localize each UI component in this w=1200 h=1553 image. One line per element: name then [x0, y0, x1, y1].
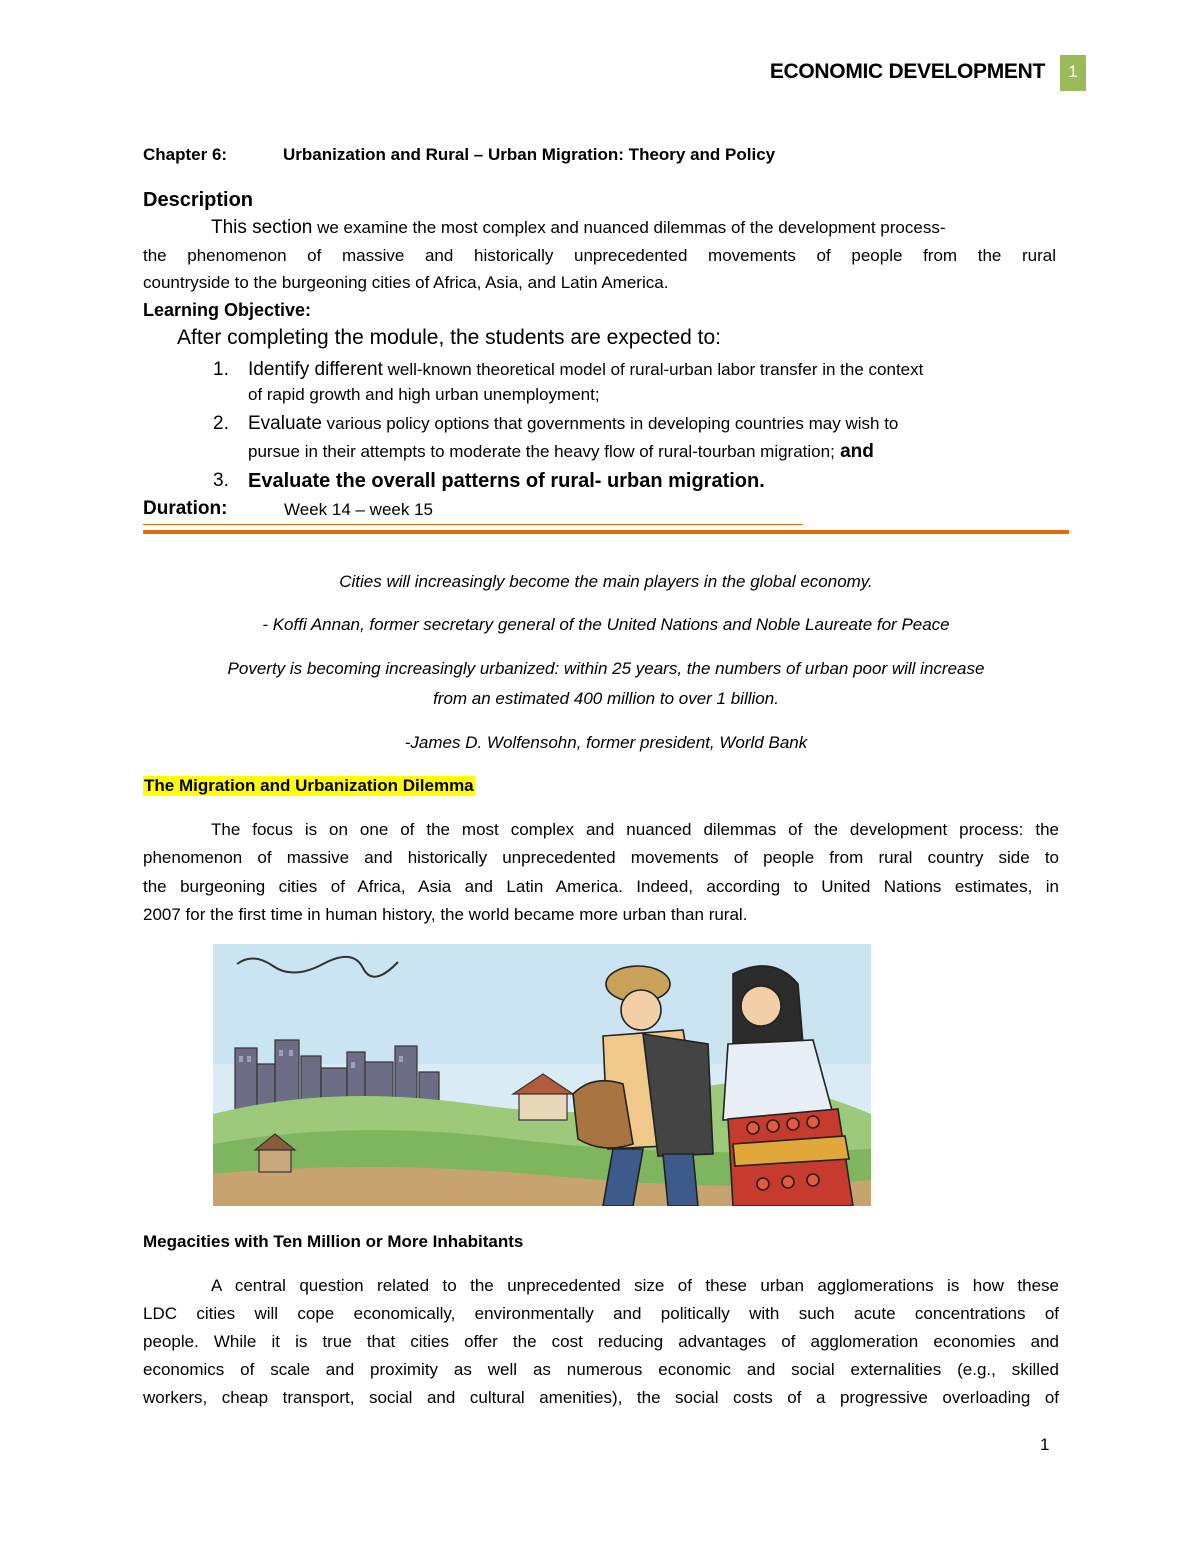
learning-objective-heading: Learning Objective: [143, 300, 312, 320]
section-rule-thin [143, 524, 803, 525]
section-heading-highlighted: The Migration and Urbanization Dilemma [144, 776, 474, 795]
objective-number: 2. [213, 413, 229, 434]
quote-attribution: -James D. Wolfensohn, former president, World Bank [404, 733, 808, 752]
paragraph-text: The focus is on one of the most complex and nuanced dilemmas of the development process: the [211, 820, 1059, 839]
objective-lead: Identify different [248, 359, 383, 380]
paragraph-line [143, 1276, 1059, 1296]
paragraph-text: A central question related to the unprecedented size of these urban agglomerations is how these [211, 1276, 1059, 1295]
description-heading: Description [143, 189, 254, 211]
chapter-title: Urbanization and Rural – Urban Migration: Theory and Policy [283, 145, 776, 164]
objective-line [248, 359, 923, 381]
description-text: we examine the most complex and nuanced dilemmas of the development process- [312, 218, 946, 237]
section-heading: Megacities with Ten Million or More Inhabitants [143, 1232, 524, 1251]
quote-text: Poverty is becoming increasingly urbanized: within 25 years, the numbers of urban poor will increase [227, 659, 985, 678]
paragraph-line: 2007 for the first time in human history, the world became more urban than rural. [143, 905, 748, 924]
objective-line: of rapid growth and high urban unemployment; [248, 385, 600, 404]
paragraph-line: phenomenon of massive and historically unprecedented movements of people from rural country side to [143, 848, 1059, 867]
quote-attribution: - Koffi Annan, former secretary general of the United Nations and Noble Laureate for Peace [262, 615, 950, 634]
objective-text: well-known theoretical model of rural-urban labor transfer in the context [382, 360, 924, 379]
paragraph-line: people. While it is true that cities offer the cost reducing advantages of agglomeration economies and [143, 1332, 1059, 1351]
learning-objective-intro: After completing the module, the students are expected to: [177, 326, 721, 349]
description-lead: This section [211, 217, 313, 238]
objective-line: Evaluate the overall patterns of rural- urban migration. [248, 470, 765, 492]
objective-conjunction: and [834, 441, 874, 462]
paragraph-line: workers, cheap transport, social and cultural amenities), the social costs of a progressive overloading of [143, 1388, 1059, 1407]
chapter-label: Chapter 6: [143, 145, 228, 164]
paragraph-line: the burgeoning cities of Africa, Asia and Latin America. Indeed, according to United Nations estimates, in [143, 877, 1059, 896]
objective-number: 3. [213, 470, 229, 491]
paragraph-line: LDC cities will cope economically, environmentally and politically with such acute concentrations of [143, 1304, 1059, 1323]
description-line: countryside to the burgeoning cities of Africa, Asia, and Latin America. [143, 273, 669, 292]
quote-text: from an estimated 400 million to over 1 billion. [433, 689, 779, 708]
section-rule [143, 530, 1069, 534]
objective-text: various policy options that governments in developing countries may wish to [321, 414, 899, 433]
objective-number: 1. [213, 359, 229, 380]
objective-text: pursue in their attempts to moderate the heavy flow of rural-tourban migration; [248, 442, 835, 461]
description-line [211, 218, 945, 238]
paragraph-line: economics of scale and proximity as well as numerous economic and social externalities (e.g., skilled [143, 1360, 1059, 1379]
duration-label: Duration: [143, 498, 228, 519]
footer-page-number: 1 [1040, 1435, 1050, 1454]
duration-value: Week 14 – week 15 [284, 500, 433, 519]
objective-lead: Evaluate [248, 413, 322, 434]
quote-text: Cities will increasingly become the main players in the global economy. [339, 572, 873, 591]
objective-line [248, 441, 874, 463]
header-divider [1060, 89, 1086, 91]
migrants-cartoon-illustration [213, 944, 871, 1206]
header-page-number-box: 1 [1060, 55, 1086, 89]
running-header-title: ECONOMIC DEVELOPMENT [769, 60, 1045, 83]
paragraph-line [143, 820, 1059, 840]
description-line: the phenomenon of massive and historically unprecedented movements of people from the rural [143, 246, 1056, 265]
objective-line [248, 413, 898, 435]
